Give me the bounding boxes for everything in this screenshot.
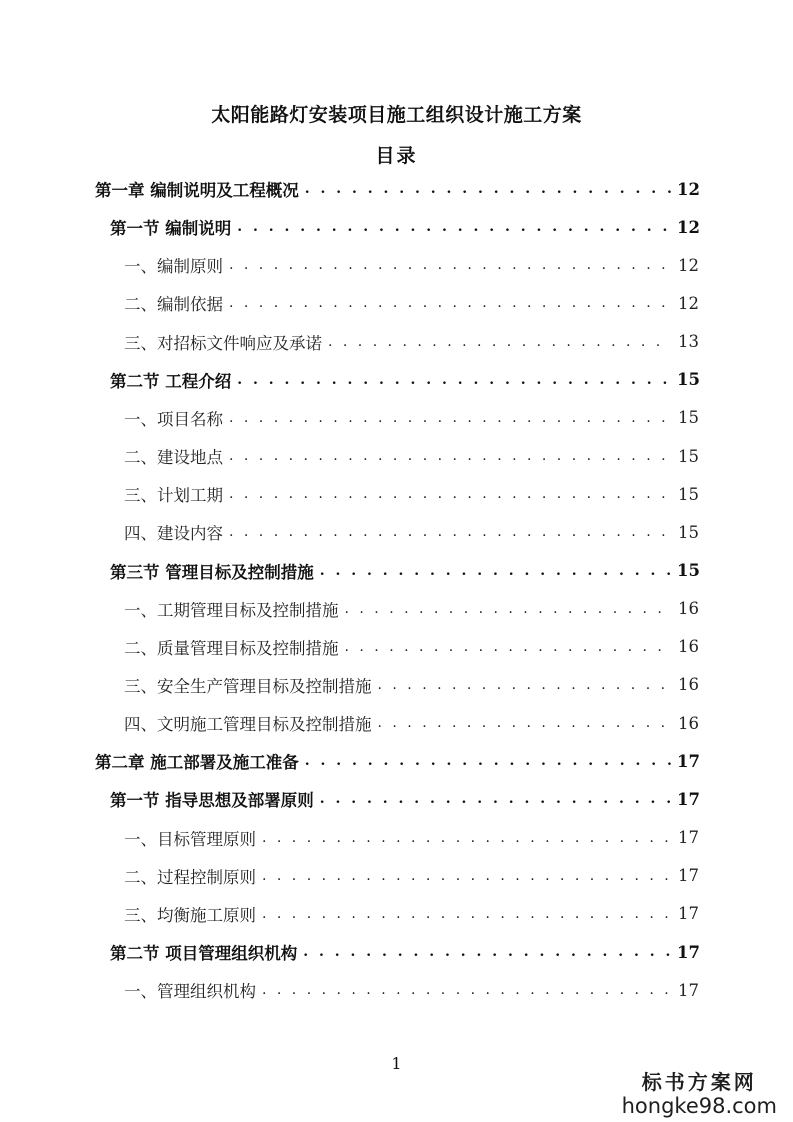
toc-entry[interactable] (124, 666, 699, 704)
toc-entry-label: 一、管理组织机构 (124, 982, 256, 1002)
toc-dot-leader (320, 563, 671, 579)
toc-dot-leader (262, 868, 671, 884)
toc-entry-label: 第二节 项目管理组织机构 (110, 944, 298, 963)
toc-entry-label: 第一章 编制说明及工程概况 (95, 181, 299, 200)
toc-heading: 目录 (375, 145, 418, 167)
toc-entry[interactable] (110, 208, 699, 246)
toc-entry[interactable] (124, 819, 699, 857)
toc-entry-page: 12 (677, 179, 700, 199)
toc-entry-page: 16 (678, 637, 699, 657)
toc-entry-page: 17 (677, 751, 700, 771)
toc-entry-page: 12 (678, 293, 699, 313)
toc-entry-label: 二、建设地点 (124, 448, 223, 468)
toc-entry[interactable] (110, 552, 699, 590)
toc-dot-leader (378, 677, 672, 693)
toc-entry[interactable] (124, 437, 699, 475)
toc-dot-leader (305, 753, 671, 769)
toc-entry-label: 三、均衡施工原则 (124, 905, 256, 925)
toc-entry-page: 15 (678, 484, 699, 504)
toc-dot-leader (229, 448, 671, 464)
toc-entry-page: 17 (677, 789, 700, 809)
toc-entry-label: 一、目标管理原则 (124, 829, 256, 849)
toc-entry[interactable] (124, 590, 699, 628)
toc-entry[interactable] (95, 170, 699, 208)
toc-entry-label: 二、过程控制原则 (124, 867, 256, 887)
toc-entry-page: 15 (677, 561, 700, 580)
toc-entry[interactable] (124, 399, 699, 437)
toc-entry-page: 12 (678, 255, 699, 275)
toc-entry-label: 四、文明施工管理目标及控制措施 (124, 715, 372, 735)
toc-dot-leader (345, 639, 672, 655)
toc-dot-leader (262, 906, 671, 922)
toc-dot-leader (229, 524, 671, 540)
toc-entry-label: 四、建设内容 (124, 524, 223, 544)
toc-entry[interactable] (110, 361, 699, 399)
toc-entry-page: 16 (678, 599, 699, 619)
toc-entry-page: 17 (678, 828, 699, 848)
watermark-line1: 标书方案网 (641, 1070, 757, 1094)
toc-entry[interactable] (124, 857, 699, 895)
toc-dot-leader (229, 257, 671, 273)
toc-entry-page: 17 (677, 942, 700, 962)
toc-entry[interactable] (124, 704, 699, 742)
toc-dot-leader (328, 334, 671, 350)
toc-entry-page: 17 (678, 980, 699, 1000)
toc-dot-leader (378, 715, 672, 731)
document-title: 太阳能路灯安装项目施工组织设计施工方案 (211, 104, 582, 126)
toc-entry[interactable] (124, 628, 699, 666)
toc-entry-page: 16 (678, 675, 699, 695)
toc-entry[interactable] (124, 895, 699, 933)
toc-entry-label: 第三节 管理目标及控制措施 (110, 562, 314, 582)
toc-entry-label: 三、安全生产管理目标及控制措施 (124, 676, 372, 696)
toc-entry[interactable] (124, 971, 699, 1009)
toc-entry-label: 一、项目名称 (124, 409, 223, 429)
toc-entry[interactable] (95, 742, 699, 780)
toc-entry-label: 一、编制原则 (124, 257, 223, 277)
toc-dot-leader (237, 372, 671, 388)
watermark-line2: hongke98.com (621, 1094, 777, 1118)
toc-dot-leader (262, 830, 671, 846)
toc-entry-page: 15 (677, 370, 700, 390)
toc-entry-label: 第二章 施工部署及施工准备 (95, 753, 299, 773)
toc-dot-leader (345, 601, 672, 617)
toc-entry[interactable] (124, 323, 699, 361)
toc-dot-leader (320, 791, 671, 807)
watermark-logo (622, 1070, 777, 1118)
toc-entry-page: 15 (678, 408, 699, 428)
toc-entry[interactable] (124, 284, 699, 322)
toc-dot-leader (229, 295, 671, 311)
toc-entry-page: 17 (678, 866, 699, 886)
toc-dot-leader (237, 219, 671, 235)
toc-entry-page: 16 (678, 713, 699, 733)
toc-entry-label: 第一节 编制说明 (110, 219, 232, 239)
toc-dot-leader (305, 181, 671, 197)
toc-entry-page: 13 (678, 332, 699, 352)
toc-entry-page: 15 (678, 446, 699, 466)
toc-entry-label: 二、质量管理目标及控制措施 (124, 638, 339, 658)
toc-entry-label: 三、对招标文件响应及承诺 (124, 333, 322, 353)
toc-dot-leader (229, 410, 671, 426)
toc-entry-label: 第一节 指导思想及部署原则 (110, 791, 314, 811)
toc-entry-page: 15 (678, 522, 699, 542)
toc-entry-page: 17 (678, 904, 699, 924)
toc-entry[interactable] (124, 246, 699, 284)
toc-dot-leader (303, 944, 671, 960)
toc-entry-label: 二、编制依据 (124, 295, 223, 315)
toc-dot-leader (262, 982, 671, 998)
toc-entry[interactable] (124, 513, 699, 551)
toc-entry[interactable] (110, 933, 699, 971)
toc-entry-label: 第二节 工程介绍 (110, 371, 232, 391)
toc-entry-label: 一、工期管理目标及控制措施 (124, 600, 339, 620)
toc-dot-leader (229, 486, 671, 502)
toc-entry[interactable] (124, 475, 699, 513)
toc-entry-label: 三、计划工期 (124, 486, 223, 506)
toc-entry[interactable] (110, 780, 699, 818)
toc-entry-page: 12 (677, 217, 700, 237)
page-number: 1 (391, 1054, 402, 1073)
